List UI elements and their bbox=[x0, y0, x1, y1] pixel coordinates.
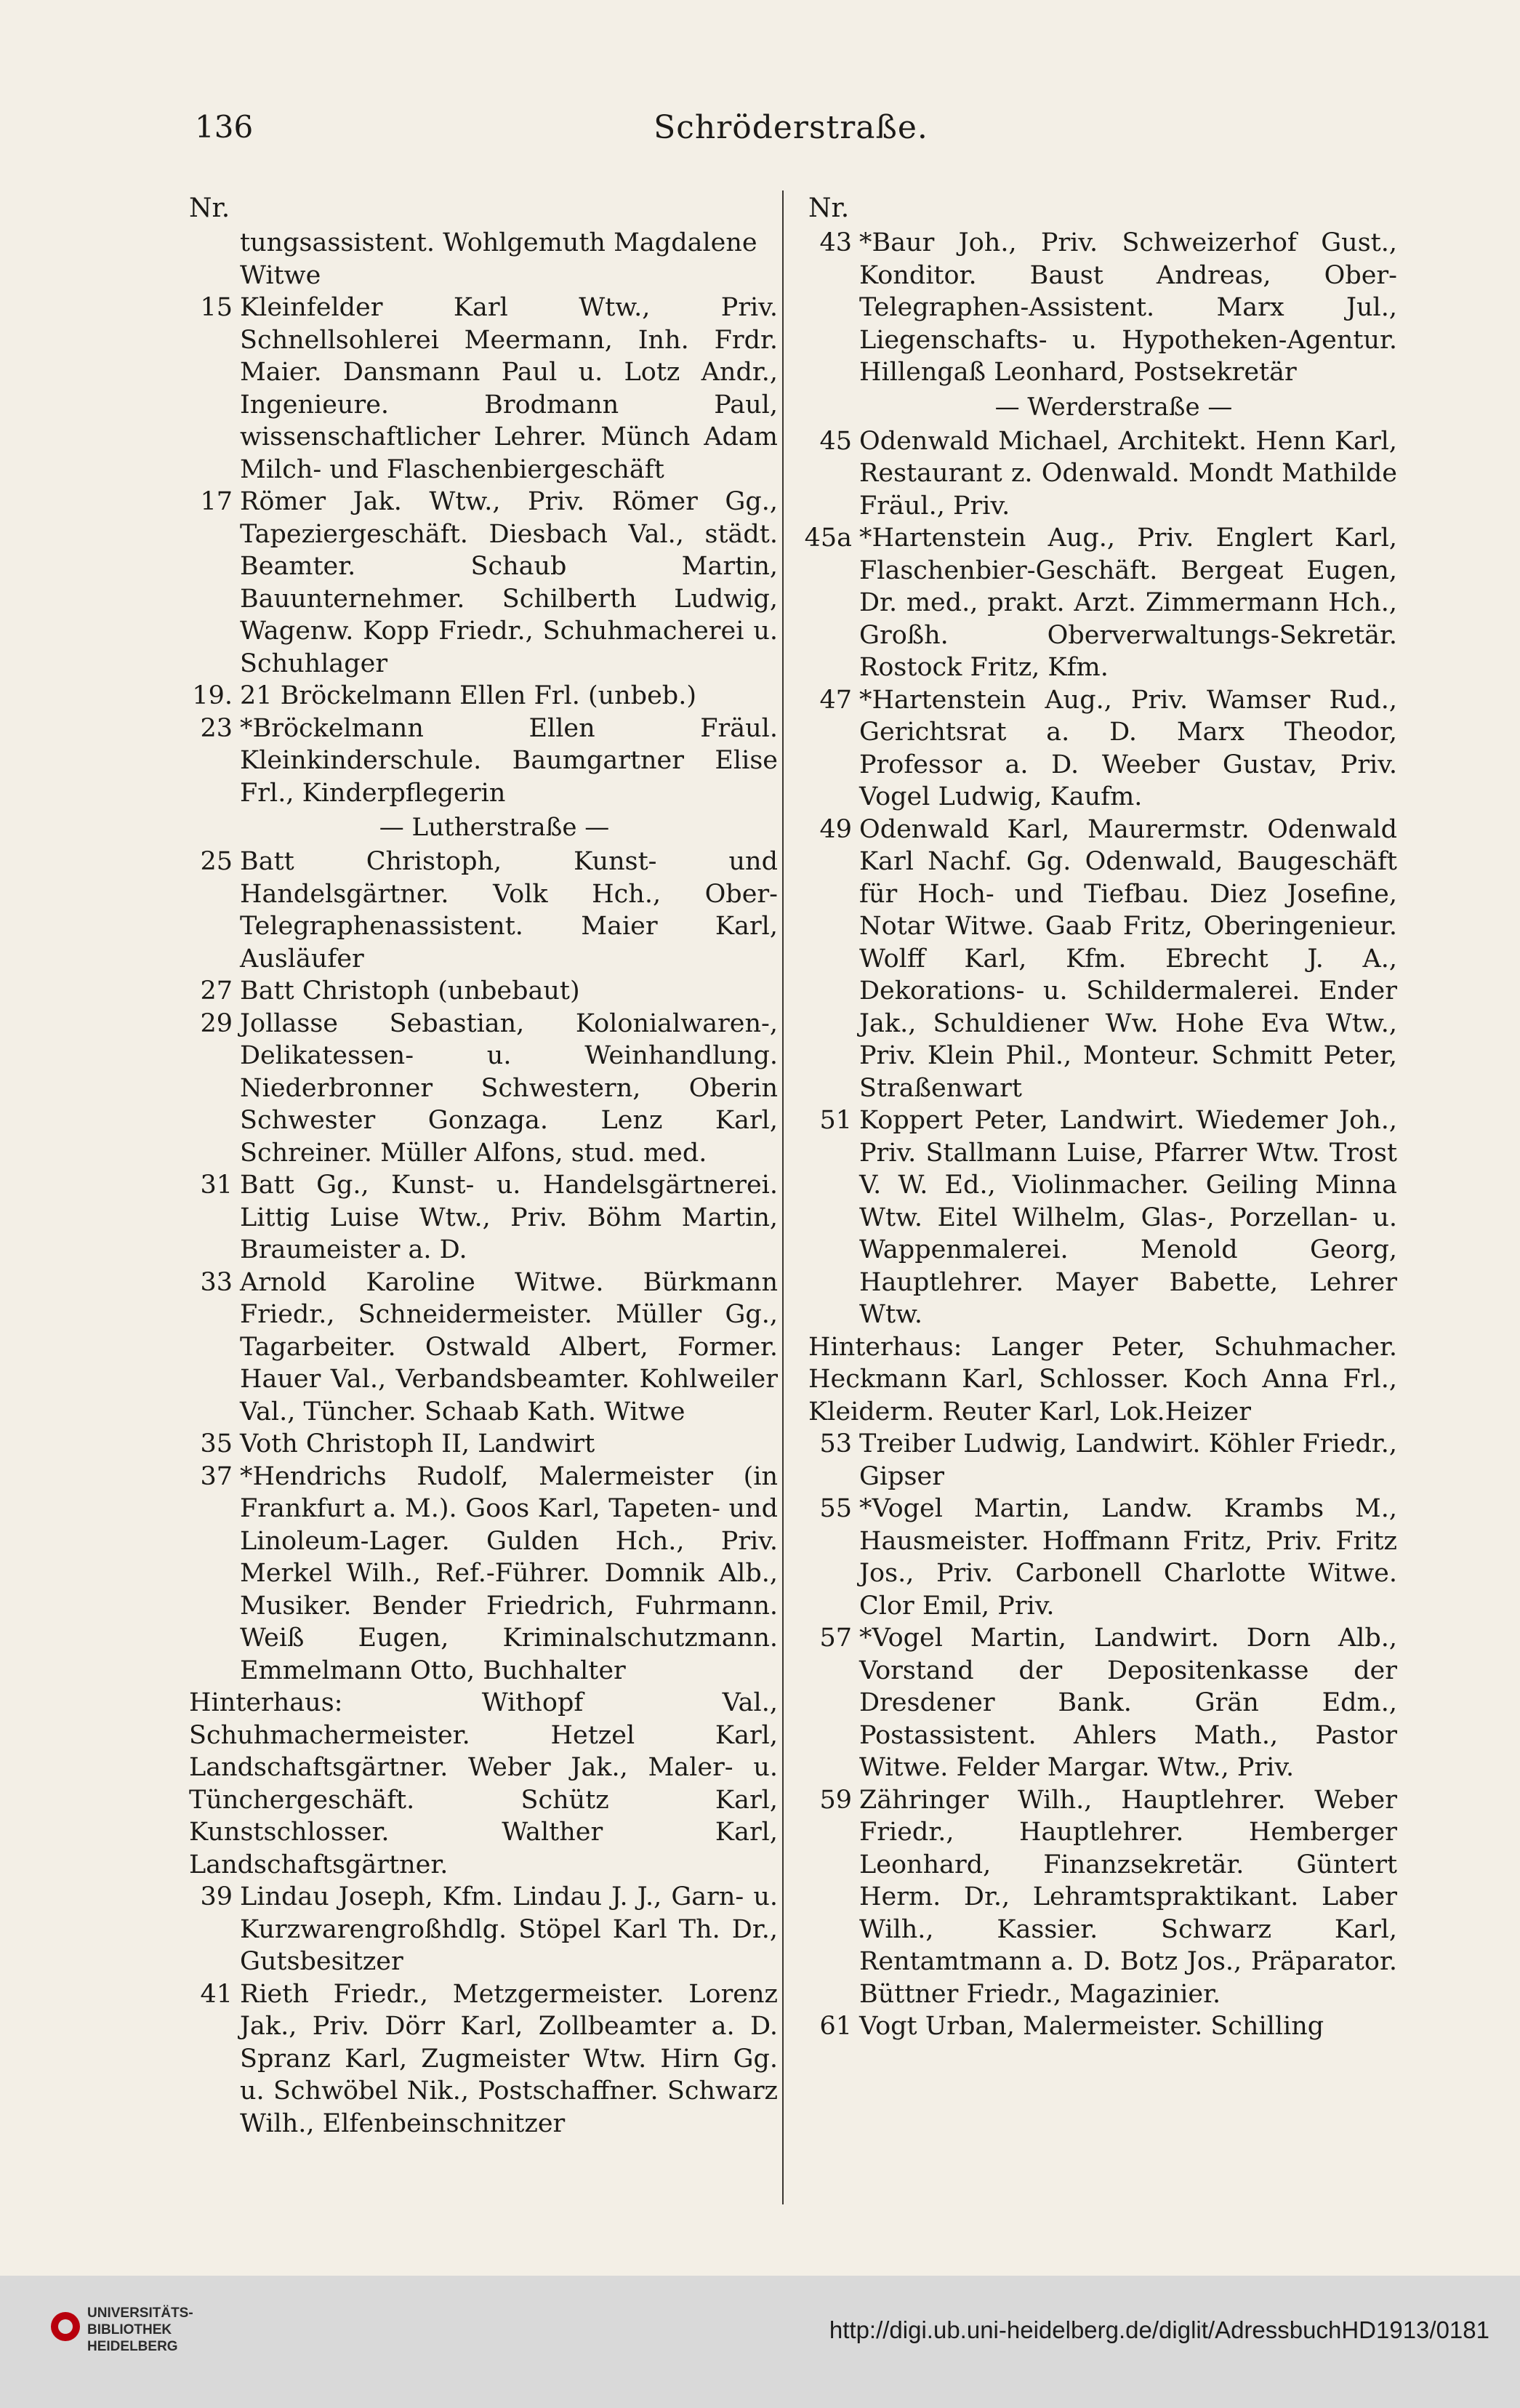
address-entry bbox=[167, 1428, 778, 1461]
house-number: 51 bbox=[819, 1106, 852, 1135]
address-entry bbox=[167, 975, 778, 1008]
house-number: 17 bbox=[200, 487, 233, 516]
house-number: 61 bbox=[819, 2012, 852, 2041]
address-entry bbox=[167, 1169, 778, 1267]
residents-text: Arnold Karoline Witwe. Bürkmann Friedr., Schneidermeister. Müller Gg., Tagarbeiter. Ostwald Albert, Former. Hauer Val., Verbandsbeamter. Kohlweiler Val., Tüncher. Schaab Kath. Witwe bbox=[240, 1267, 778, 1426]
address-entry bbox=[787, 1104, 1397, 1331]
house-number: 53 bbox=[819, 1429, 852, 1458]
address-entry bbox=[787, 1784, 1397, 2011]
residents-text: Lindau Joseph, Kfm. Lindau J. J., Garn- u. Kurzwarengroßhdlg. Stöpel Karl Th. Dr., Gutsbesitzer bbox=[240, 1882, 778, 1976]
residents-text: Rieth Friedr., Metzgermeister. Lorenz Jak., Priv. Dörr Karl, Zollbeamter a. D. Spranz Karl, Zugmeister Wtw. Hirn Gg. u. Schwöbel Nik., Postschaffner. Schwarz Wilh., Elfenbeinschnitzer bbox=[240, 1979, 778, 2138]
residents-text: *Hartenstein Aug., Priv. Englert Karl, Flaschenbier-Geschäft. Bergeat Eugen, Dr. med., prakt. Arzt. Zimmermann Hch., Großh. Oberverwaltungs-Sekretär. Rostock Fritz, Kfm. bbox=[859, 523, 1397, 682]
house-number: 19. bbox=[192, 681, 233, 710]
residents-text: Batt Christoph (unbebaut) bbox=[240, 976, 580, 1006]
house-number: 37 bbox=[200, 1461, 233, 1491]
address-entry bbox=[787, 684, 1397, 814]
address-entry bbox=[167, 846, 778, 975]
right-column bbox=[787, 190, 1397, 2043]
library-name-line: BIBLIOTHEK bbox=[87, 2322, 172, 2337]
address-entry bbox=[167, 1008, 778, 1170]
house-number: 33 bbox=[200, 1267, 233, 1297]
address-entry bbox=[167, 292, 778, 486]
address-entry bbox=[787, 522, 1397, 684]
address-entry bbox=[167, 680, 778, 713]
house-number: 15 bbox=[200, 293, 233, 322]
residents-text: Kleinfelder Karl Wtw., Priv. Schnellsohlerei Meermann, Inh. Frdr. Maier. Dansmann Paul u. Lotz Andr., Ingenieure. Brodmann Paul, wissenschaftlicher Lehrer. Münch Adam Milch- und Flaschenbiergeschäft bbox=[240, 293, 778, 484]
house-number: 47 bbox=[819, 685, 852, 715]
address-entry bbox=[787, 227, 1397, 389]
house-number: 31 bbox=[200, 1171, 233, 1200]
address-entry bbox=[787, 1428, 1397, 1493]
column-divider bbox=[782, 190, 784, 2204]
house-number: 57 bbox=[819, 1624, 852, 1653]
page-title: Schröderstraße. bbox=[654, 109, 928, 146]
house-number: 41 bbox=[200, 1979, 233, 2009]
house-number: 39 bbox=[200, 1882, 233, 1911]
residents-text: Jollasse Sebastian, Kolonialwaren-, Delikatessen- u. Weinhandlung. Niederbronner Schwestern, Oberin Schwester Gonzaga. Lenz Karl, Schreiner. Müller Alfons, stud. med. bbox=[240, 1008, 778, 1168]
right-column-label: Nr. bbox=[808, 193, 850, 223]
house-number: 45a bbox=[804, 523, 852, 553]
residents-text: Treiber Ludwig, Landwirt. Köhler Friedr., Gipser bbox=[859, 1429, 1397, 1491]
address-entry bbox=[787, 1493, 1397, 1622]
house-number: 49 bbox=[819, 814, 852, 844]
house-number: 59 bbox=[819, 1785, 852, 1815]
library-name-line: HEIDELBERG bbox=[87, 2339, 178, 2354]
house-number: 43 bbox=[819, 228, 852, 257]
address-entry bbox=[787, 814, 1397, 1105]
left-column-label: Nr. bbox=[189, 193, 230, 223]
residents-text: *Hendrichs Rudolf, Malermeister (in Frankfurt a. M.). Goos Karl, Tapeten- und Linoleum-Lager. Gulden Hch., Priv. Merkel Wilh., Ref.-Führer. Domnik Alb., Musiker. Bender Friedrich, Fuhrmann. Weiß Eugen, Kriminalschutzmann. Emmelmann Otto, Buchhalter bbox=[240, 1461, 778, 1685]
source-url-link[interactable]: http://digi.ub.uni-heidelberg.de/diglit/AdressbuchHD1913/0181 bbox=[829, 2316, 1489, 2343]
residents-text: Koppert Peter, Landwirt. Wiedemer Joh., Priv. Stallmann Luise, Pfarrer Wtw. Trost V. W. Ed., Violinmacher. Geiling Minna Wtw. Eitel Wilhelm, Glas-, Porzellan- u. Wappenmalerei. Menold Georg, Hauptlehrer. Mayer Babette, Lehrer Wtw. bbox=[859, 1106, 1397, 1329]
residents-text: Vogt Urban, Malermeister. Schilling bbox=[859, 2012, 1324, 2041]
address-entry bbox=[167, 486, 778, 680]
street-separator: — Werderstraße — bbox=[994, 392, 1233, 422]
residents-text: Römer Jak. Wtw., Priv. Römer Gg., Tapeziergeschäft. Diesbach Val., städt. Beamter. Schaub Martin, Bauunternehmer. Schilberth Ludwig, Wagenw. Kopp Friedr., Schuhmacherei u. Schuhlager bbox=[240, 487, 778, 678]
residents-text: *Hartenstein Aug., Priv. Wamser Rud., Gerichtsrat a. D. Marx Theodor, Professor a. D. Weeber Gustav, Priv. Vogel Ludwig, Kaufm. bbox=[859, 685, 1397, 811]
residents-text: 21 Bröckelmann Ellen Frl. (unbeb.) bbox=[240, 681, 696, 710]
address-entry bbox=[167, 1978, 778, 2140]
house-number: 35 bbox=[200, 1429, 233, 1458]
house-number: 29 bbox=[200, 1008, 233, 1038]
hinterhaus-entry: Hinterhaus: Withopf Val., Schuhmachermeister. Hetzel Karl, Landschaftsgärtner. Weber Jak., Maler- u. Tünchergeschäft. Schütz Karl, Kunstschlosser. Walther Karl, Landschaftsgärtner. bbox=[189, 1688, 778, 1879]
residents-text: Zähringer Wilh., Hauptlehrer. Weber Friedr., Hauptlehrer. Hemberger Leonhard, Finanzsekretär. Güntert Herm. Dr., Lehramtspraktikant. Laber Wilh., Kassier. Schwarz Karl, Rentamtmann a. D. Botz Jos., Präparator. Büttner Friedr., Magazinier. bbox=[859, 1785, 1397, 2009]
address-entry bbox=[787, 2010, 1397, 2043]
residents-text: Odenwald Michael, Architekt. Henn Karl, Restaurant z. Odenwald. Mondt Mathilde Fräul., Priv. bbox=[859, 426, 1397, 521]
address-entry bbox=[787, 1622, 1397, 1784]
house-number: 27 bbox=[200, 976, 233, 1006]
library-name bbox=[87, 2305, 193, 2355]
address-entry bbox=[167, 713, 778, 810]
hinterhaus-entry: Hinterhaus: Langer Peter, Schuhmacher. Heckmann Karl, Schlosser. Koch Anna Frl., Kleiderm. Reuter Karl, Lok.Heizer bbox=[808, 1332, 1397, 1426]
library-name-line: UNIVERSITÄTS- bbox=[87, 2305, 193, 2321]
residents-text: *Bröckelmann Ellen Fräul. Kleinkinderschule. Baumgartner Elise Frl., Kinderpflegerin bbox=[240, 713, 778, 808]
residents-text: Batt Christoph, Kunst- und Handelsgärtner. Volk Hch., Ober-Telegraphenassistent. Maier Karl, Ausläufer bbox=[240, 847, 778, 974]
page-header bbox=[195, 109, 1387, 153]
residents-text: Batt Gg., Kunst- u. Handelsgärtnerei. Littig Luise Wtw., Priv. Böhm Martin, Braumeister a. D. bbox=[240, 1171, 778, 1264]
house-number: 55 bbox=[819, 1494, 852, 1523]
address-entry bbox=[167, 1881, 778, 1978]
residents-text: Odenwald Karl, Maurermstr. Odenwald Karl Nachf. Gg. Odenwald, Baugeschäft für Hoch- und Tiefbau. Diez Josefine, Notar Witwe. Gaab Fritz, Oberingenieur. Wolff Karl, Kfm. Ebrecht J. A., Dekorations- u. Schildermalerei. Ender Jak., Schuldiener Ww. Hohe Eva Wtw., Priv. Klein Phil., Monteur. Schmitt Peter, Straßenwart bbox=[859, 814, 1397, 1103]
house-number: 23 bbox=[200, 713, 233, 743]
residents-text: *Baur Joh., Priv. Schweizerhof Gust., Konditor. Baust Andreas, Ober-Telegraphen-Assistent. Marx Jul., Liegenschafts- u. Hypotheken-Agentur. Hillengaß Leonhard, Postsekretär bbox=[859, 228, 1397, 387]
page-number: 136 bbox=[195, 109, 254, 145]
address-entry bbox=[167, 1267, 778, 1429]
residents-text: *Vogel Martin, Landw. Krambs M., Hausmeister. Hoffmann Fritz, Priv. Fritz Jos., Priv. Carbonell Charlotte Witwe. Clor Emil, Priv. bbox=[859, 1494, 1397, 1621]
left-intro: tungsassistent. Wohlgemuth Magdalene Witwe bbox=[240, 228, 757, 290]
residents-text: *Vogel Martin, Landwirt. Dorn Alb., Vorstand der Depositenkasse der Dresdener Bank. Grän Edm., Postassistent. Ahlers Math., Pastor Witwe. Felder Margar. Wtw., Priv. bbox=[859, 1624, 1397, 1782]
address-entry bbox=[787, 425, 1397, 523]
street-separator: — Lutherstraße — bbox=[379, 813, 610, 842]
house-number: 25 bbox=[200, 847, 233, 876]
left-column bbox=[167, 190, 778, 2140]
residents-text: Voth Christoph II, Landwirt bbox=[240, 1429, 595, 1458]
address-entry bbox=[167, 1461, 778, 1687]
house-number: 45 bbox=[819, 426, 852, 456]
